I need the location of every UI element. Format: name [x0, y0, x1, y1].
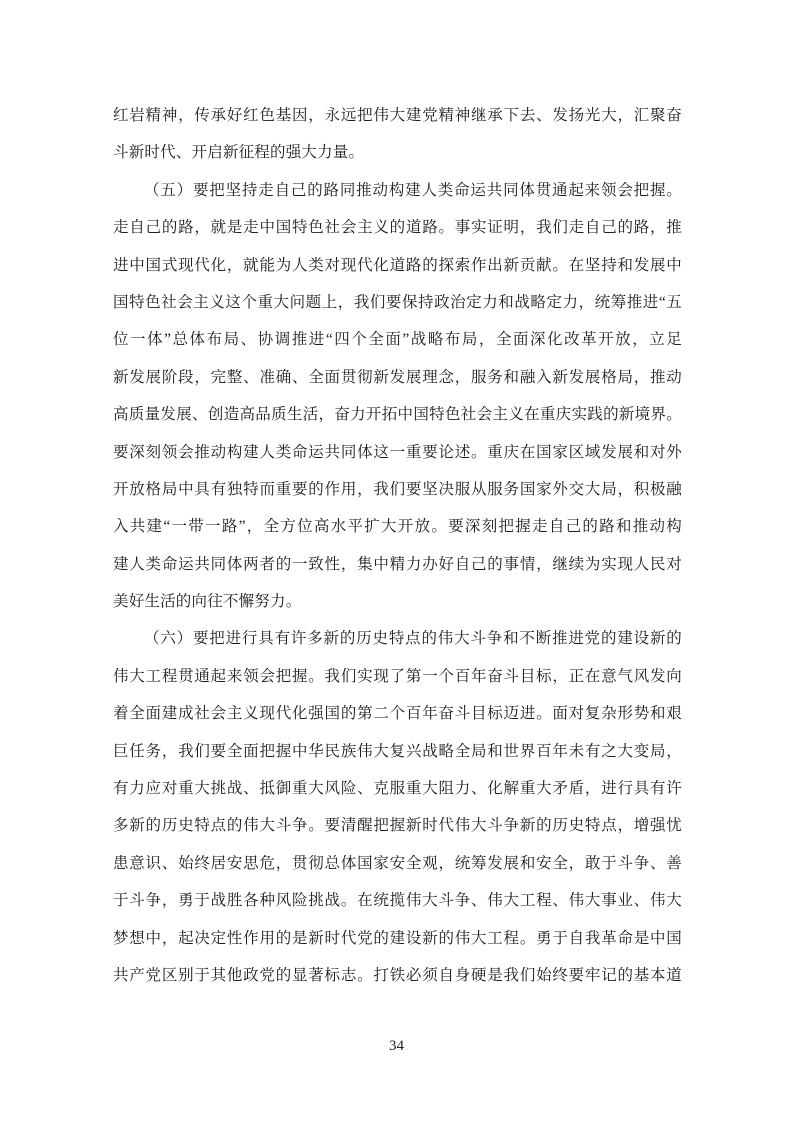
text-line: 新发展阶段，完整、准确、全面贯彻新发展理念，服务和融入新发展格局，推动 — [113, 368, 682, 386]
text-line: 着全面建成社会主义现代化强国的第二个百年奋斗目标迈进。面对复杂形势和艰 — [113, 705, 682, 723]
text-line: 建人类命运共同体两者的一致性，集中精力办好自己的事情，继续为实现人民对 — [113, 555, 682, 573]
page-number: 34 — [389, 1038, 404, 1054]
text-line: （六）要把进行具有许多新的历史特点的伟大斗争和不断推进党的建设新的 — [144, 630, 682, 648]
text-line: 斗新时代、开启新征程的强大力量。 — [113, 144, 365, 162]
text-line: 梦想中，起决定性作用的是新时代党的建设新的伟大工程。勇于自我革命是中国 — [113, 929, 682, 947]
text-line: 开放格局中具有独特而重要的作用，我们要坚决服从服务国家外交大局，积极融 — [113, 480, 682, 498]
text-line: 患意识、始终居安思危，贯彻总体国家安全观，统筹发展和安全，敢于斗争、善 — [113, 854, 682, 872]
text-line: 位一体”总体布局、协调推进“四个全面”战略布局，全面深化改革开放，立足 — [113, 331, 682, 349]
text-line: 于斗争，勇于战胜各种风险挑战。在统揽伟大斗争、伟大工程、伟大事业、伟大 — [113, 892, 682, 910]
text-line: 伟大工程贯通起来领会把握。我们实现了第一个百年奋斗目标，正在意气风发向 — [113, 667, 682, 685]
text-line: （五）要把坚持走自己的路同推动构建人类命运共同体贯通起来领会把握。 — [144, 181, 682, 199]
text-line: 进中国式现代化，就能为人类对现代化道路的探索作出新贡献。在坚持和发展中 — [113, 256, 682, 274]
text-line: 要深刻领会推动构建人类命运共同体这一重要论述。重庆在国家区域发展和对外 — [113, 443, 682, 461]
document-body — [113, 97, 682, 994]
text-line: 入共建“一带一路”，全方位高水平扩大开放。要深刻把握走自己的路和推动构 — [113, 518, 682, 536]
text-line: 巨任务，我们要全面把握中华民族伟大复兴战略全局和世界百年未有之大变局， — [113, 742, 682, 760]
text-line: 红岩精神，传承好红色基因，永远把伟大建党精神继承下去、发扬光大，汇聚奋 — [113, 107, 682, 124]
paragraph — [113, 172, 682, 621]
text-line: 有力应对重大挑战、抵御重大风险、克服重大阻力、化解重大矛盾，进行具有许 — [113, 780, 682, 798]
text-line: 多新的历史特点的伟大斗争。要清醒把握新时代伟大斗争新的历史特点，增强忧 — [113, 817, 682, 835]
text-line: 走自己的路，就是走中国特色社会主义的道路。事实证明，我们走自己的路，推 — [113, 219, 682, 237]
paragraph — [113, 97, 682, 172]
text-line: 共产党区别于其他政党的显著标志。打铁必须自身硬是我们始终要牢记的基本道 — [113, 966, 682, 984]
text-line: 高质量发展、创造高品质生活，奋力开拓中国特色社会主义在重庆实践的新境界。 — [113, 406, 682, 424]
text-line: 国特色社会主义这个重大问题上，我们要保持政治定力和战略定力，统筹推进“五 — [113, 293, 682, 311]
paragraph — [113, 620, 682, 994]
text-line: 美好生活的向往不懈努力。 — [113, 593, 302, 611]
